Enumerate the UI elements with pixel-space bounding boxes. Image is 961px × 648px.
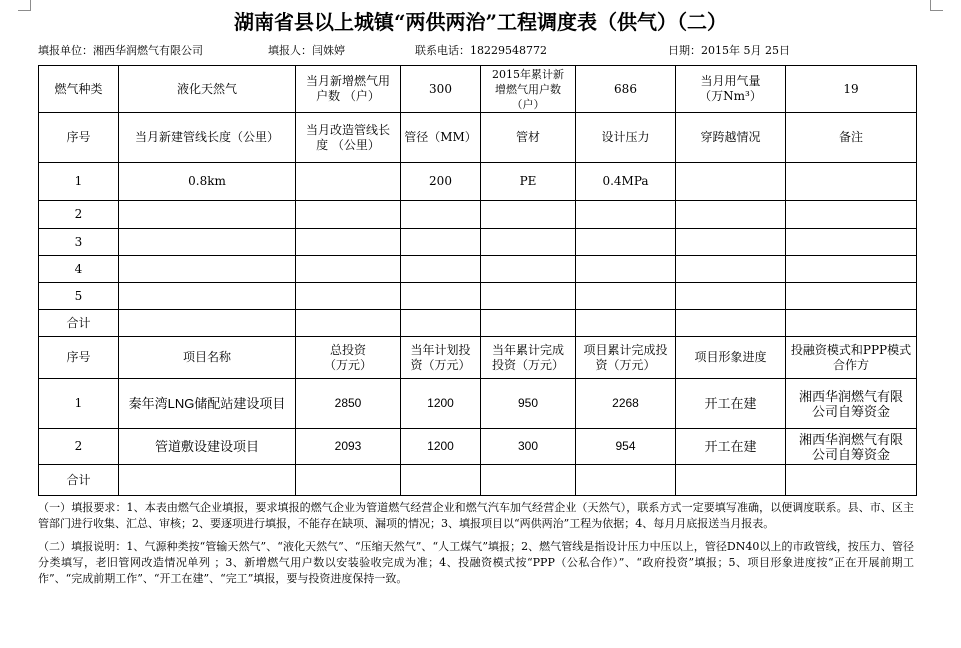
cumulative-users-label: 2015年累计新增燃气用户数（户） [492, 67, 564, 111]
project-financing-cell [786, 379, 917, 429]
page-title: 湖南省县以上城镇“两供两治”工程调度表（供气）（二） [233, 10, 727, 34]
pipeline-crossing-cell [676, 229, 786, 256]
project-header-annual-plan-cell [401, 337, 481, 379]
project-total-investment-cell: 2850 [296, 379, 401, 429]
project-total-financing-cell [786, 465, 917, 496]
pipeline-row [39, 229, 917, 256]
project-total-row [39, 465, 917, 496]
pipeline-header-pressure: 设计压力 [576, 113, 676, 163]
pipeline-material-cell [481, 283, 576, 310]
pipeline-pressure-cell [576, 229, 676, 256]
pipeline-total-pressure-cell [576, 310, 676, 337]
project-total-progress-cell [676, 465, 786, 496]
pipeline-material-cell: PE [481, 163, 576, 201]
pipeline-pressure-cell: 0.4MPa [576, 163, 676, 201]
pipeline-crossing-cell [676, 163, 786, 201]
pipeline-no-cell: 4 [39, 256, 119, 283]
gas-summary-row [39, 66, 917, 113]
project-total-investment-sum-cell [296, 465, 401, 496]
pipeline-row [39, 201, 917, 229]
pipeline-material-cell [481, 201, 576, 229]
pipeline-diameter-cell [401, 201, 481, 229]
pipeline-new-length-cell [119, 201, 296, 229]
project-no-cell: 1 [39, 379, 119, 429]
pipeline-material-cell [481, 256, 576, 283]
project-annual-completed-cell: 950 [481, 379, 576, 429]
pipeline-pressure-cell [576, 201, 676, 229]
new-users-label: 当月新增燃气用户数 （户） [305, 74, 390, 103]
project-header-financing: 投融资模式和PPP模式合作方 [790, 342, 912, 372]
pipeline-header-remark: 备注 [786, 113, 917, 163]
pipeline-crossing-cell [676, 256, 786, 283]
pipeline-rebuilt-length-cell [296, 256, 401, 283]
notes-section [38, 500, 914, 594]
gas-type-value: 液化天然气 [119, 66, 296, 113]
project-annual-plan-cell: 1200 [401, 429, 481, 465]
project-cumulative-completed-cell: 2268 [576, 379, 676, 429]
project-header-total-investment-cell [296, 337, 401, 379]
pipeline-total-crossing-cell [676, 310, 786, 337]
project-header-no: 序号 [39, 337, 119, 379]
cumulative-users-label-cell [481, 66, 576, 113]
pipeline-header-crossing: 穿跨越情况 [676, 113, 786, 163]
reporting-unit: 填报单位：湘西华润燃气有限公司 [38, 44, 203, 57]
cumulative-users-value: 686 [576, 66, 676, 113]
pipeline-diameter-cell [401, 229, 481, 256]
project-row [39, 379, 917, 429]
project-header-cumulative-completed: 项目累计完成投资（万元） [583, 342, 668, 372]
pipeline-no-cell: 5 [39, 283, 119, 310]
pipeline-remark-cell [786, 256, 917, 283]
new-users-value: 300 [401, 66, 481, 113]
pipeline-new-length-cell [119, 283, 296, 310]
notes-requirements: （一）填报要求：1、本表由燃气企业填报，要求填报的燃气企业为管道燃气经营企业和燃气汽车加气经营企业（天然气），联系方式一定要填写准确，以便调度联系。县、市、区主管部门进行收集、汇总、审核；2、要逐项进行填报，不能存在缺项、漏项的情况；3、填报项目以“两供两治”工程为依据；4、每月月底报送当月报表。 [38, 501, 914, 530]
pipeline-header-no: 序号 [39, 113, 119, 163]
pipeline-no-cell: 2 [39, 201, 119, 229]
project-total-annual-plan-cell [401, 465, 481, 496]
pipeline-header-material: 管材 [481, 113, 576, 163]
new-users-label-cell [296, 66, 401, 113]
pipeline-total-diameter-cell [401, 310, 481, 337]
pipeline-header-rebuilt-length: 当月改造管线长度 （公里） [305, 122, 390, 152]
project-financing: 湘西华润燃气有限公司自筹资金 [798, 388, 903, 419]
project-header-row [39, 337, 917, 379]
project-header-annual-plan: 当年计划投资（万元） [410, 342, 471, 372]
project-cumulative-completed-cell: 954 [576, 429, 676, 465]
pipeline-new-length-cell [119, 256, 296, 283]
pipeline-no-cell: 3 [39, 229, 119, 256]
gas-type-label: 燃气种类 [39, 66, 119, 113]
pipeline-remark-cell [786, 229, 917, 256]
pipeline-header-row [39, 113, 917, 163]
gas-volume-label: 当月用气量（万Nm³） [699, 74, 762, 103]
project-header-progress: 项目形象进度 [676, 337, 786, 379]
project-total-name-cell [119, 465, 296, 496]
project-financing-cell [786, 429, 917, 465]
project-annual-plan-cell: 1200 [401, 379, 481, 429]
pipeline-pressure-cell [576, 283, 676, 310]
project-no-cell: 2 [39, 429, 119, 465]
project-total-label: 合计 [39, 465, 119, 496]
project-header-annual-completed-cell [481, 337, 576, 379]
pipeline-diameter-cell [401, 283, 481, 310]
pipeline-row [39, 163, 917, 201]
pipeline-diameter-cell: 200 [401, 163, 481, 201]
pipeline-total-material-cell [481, 310, 576, 337]
project-name-cell: 秦年湾LNG储配站建设项目 [119, 379, 296, 429]
pipeline-new-length-cell: 0.8km [119, 163, 296, 201]
pipeline-new-length-cell [119, 229, 296, 256]
project-progress-cell: 开工在建 [676, 379, 786, 429]
pipeline-total-new-length-cell [119, 310, 296, 337]
project-total-cumulative-completed-cell [576, 465, 676, 496]
project-annual-completed-cell: 300 [481, 429, 576, 465]
pipeline-row [39, 283, 917, 310]
pipeline-total-label: 合计 [39, 310, 119, 337]
project-name-cell: 管道敷设建设项目 [119, 429, 296, 465]
pipeline-total-rebuilt-length-cell [296, 310, 401, 337]
pipeline-material-cell [481, 229, 576, 256]
pipeline-pressure-cell [576, 256, 676, 283]
pipeline-crossing-cell [676, 201, 786, 229]
pipeline-no-cell: 1 [39, 163, 119, 201]
project-total-investment-cell: 2093 [296, 429, 401, 465]
report-date: 日期：2015年 5月 25日 [668, 44, 790, 57]
pipeline-header-diameter: 管径（MM） [401, 113, 481, 163]
pipeline-rebuilt-length-cell [296, 283, 401, 310]
pipeline-header-new-length: 当月新建管线长度（公里） [119, 113, 296, 163]
project-total-annual-completed-cell [481, 465, 576, 496]
contact-phone: 联系电话：18229548772 [415, 44, 547, 57]
notes-instructions: （二）填报说明：1、气源种类按“管输天然气”、“液化天然气”、“压缩天然气”、“人工煤气”填报；2、燃气管线是指设计压力中压以上，管径DN40以上的市政管线，按压力、管径分类填写，老旧管网改造情况单列 ；3、新增燃气用户数以安装验收完成为准；4、投融资模式按“PPP（公私合作）”、“政府投资”填报；5、项目形象进度按“正在开展前期工作”、“完成前期工作”、“开工在建”、“完工”填报，要与投资进度保持一致。 [38, 540, 914, 585]
gas-volume-label-cell [676, 66, 786, 113]
pipeline-rebuilt-length-cell [296, 229, 401, 256]
project-header-name: 项目名称 [119, 337, 296, 379]
gas-volume-value: 19 [786, 66, 917, 113]
project-financing: 湘西华润燃气有限公司自筹资金 [798, 431, 903, 462]
pipeline-remark-cell [786, 283, 917, 310]
project-progress-cell: 开工在建 [676, 429, 786, 465]
project-header-annual-completed: 当年累计完成投资（万元） [491, 342, 564, 372]
pipeline-total-remark-cell [786, 310, 917, 337]
pipeline-remark-cell [786, 163, 917, 201]
project-header-total-investment: 总投资（万元） [323, 342, 372, 372]
pipeline-rebuilt-length-cell [296, 163, 401, 201]
project-header-cumulative-completed-cell [576, 337, 676, 379]
pipeline-remark-cell [786, 201, 917, 229]
reporter: 填报人：闫姝婷 [268, 44, 345, 57]
pipeline-rebuilt-length-cell [296, 201, 401, 229]
pipeline-total-row [39, 310, 917, 337]
dispatch-table [38, 65, 917, 496]
pipeline-header-rebuilt-length-cell [296, 113, 401, 163]
project-header-financing-cell [786, 337, 917, 379]
pipeline-crossing-cell [676, 283, 786, 310]
project-row [39, 429, 917, 465]
pipeline-diameter-cell [401, 256, 481, 283]
pipeline-row [39, 256, 917, 283]
